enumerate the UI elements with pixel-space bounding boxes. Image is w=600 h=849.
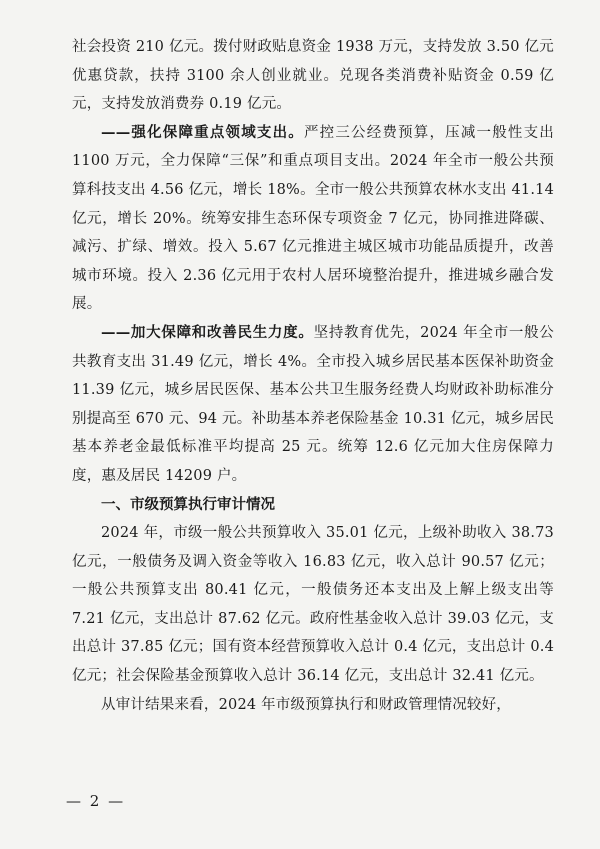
paragraph-budget-summary: [72, 519, 554, 691]
paragraph-text: 严控三公经费预算，压减一般性支出 1100 万元，全力保障“三保”和重点项目支出。2024 年全市一般公共预算科技支出 4.56 亿元，增长 18%。全市一般公共预算农林水支出 41.14 亿元，增长 20%。统筹安排生态环保专项资金 7 亿元，协同推进降碳、减污、扩绿、增效。投入 5.67 亿元推进主城区城市功能品质提升，改善城市环境。投入 2.36 亿元用于农村人居环境整治提升，推进城乡融合发展。: [72, 124, 554, 313]
page-number: — 2 —: [66, 792, 126, 810]
paragraph-lead: ——加大保障和改善民生力度。: [101, 323, 314, 341]
paragraph-audit-results: [72, 691, 554, 720]
paragraph-key-areas: [72, 119, 554, 319]
section-heading: 一、市级预算执行审计情况: [101, 496, 275, 513]
document-body: [72, 33, 554, 719]
paragraph-text: 坚持教育优先，2024 年全市一般公共教育支出 31.49 亿元，增长 4%。全市投入城乡居民基本医保补助资金 11.39 亿元，城乡居民医保、基本公共卫生服务经费人均财政补助标准分别提高至 670 元、94 元。补助基本养老保险基金 10.31 亿元，城乡居民基本养老金最低标准平均提高 25 元。统筹 12.6 亿元加大住房保障力度，惠及居民 14209 户。: [72, 324, 554, 484]
paragraph-continuation: [72, 33, 554, 119]
paragraph-text: 社会投资 210 亿元。拨付财政贴息资金 1938 万元，支持发放 3.50 亿元优惠贷款，扶持 3100 余人创业就业。兑现各类消费补贴资金 0.59 亿元，支持发放消费券 0.19 亿元。: [72, 39, 554, 113]
paragraph-text: 2024 年，市级一般公共预算收入 35.01 亿元，上级补助收入 38.73 亿元，一般债务及调入资金等收入 16.83 亿元，收入总计 90.57 亿元；一般公共预算支出 80.41 亿元，一般债务还本支出及上解上级支出等 7.21 亿元，支出总计 87.62 亿元。政府性基金收入总计 39.03 亿元，支出总计 37.85 亿元；国有资本经营预算收入总计 0.4 亿元，支出总计 0.4 亿元；社会保险基金预算收入总计 36.14 亿元，支出总计 32.41 亿元。: [72, 525, 554, 685]
paragraph-livelihood: [72, 319, 554, 491]
paragraph-text: 从审计结果来看，2024 年市级预算执行和财政管理情况较好，: [101, 696, 512, 713]
paragraph-lead: ——强化保障重点领域支出。: [101, 123, 304, 141]
